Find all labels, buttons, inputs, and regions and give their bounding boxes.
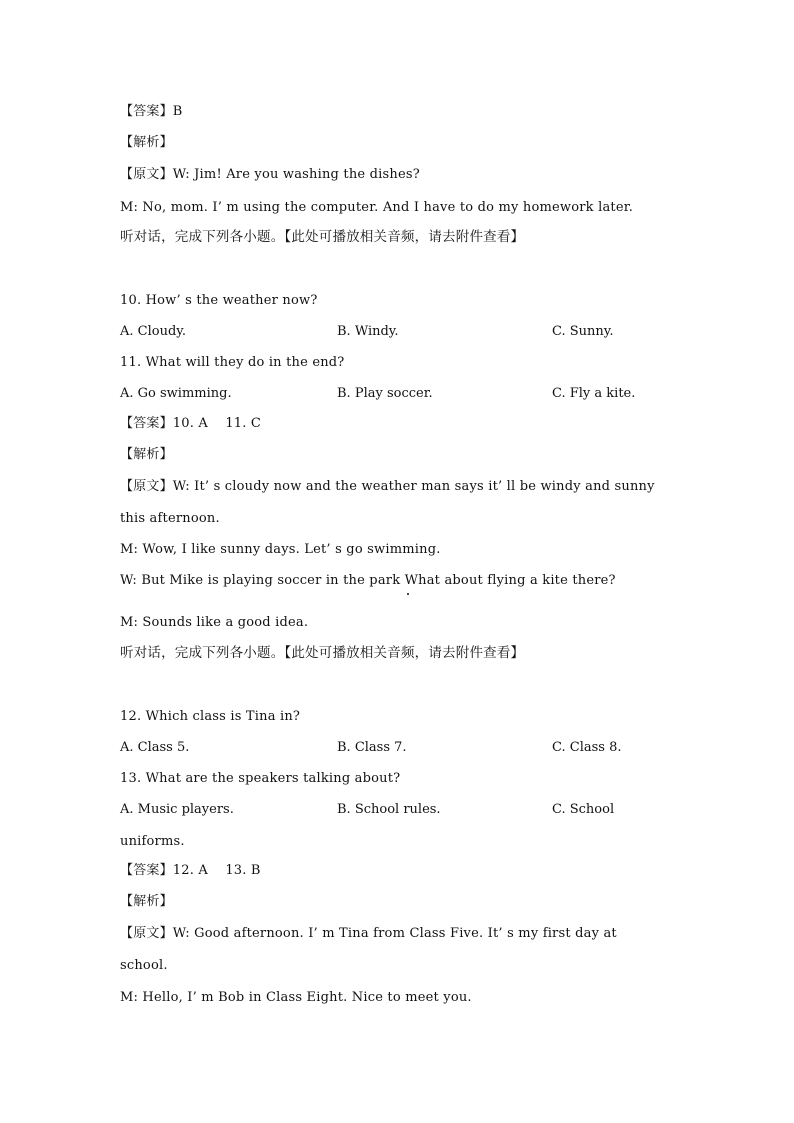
transcript-line: 【原文】W: Good afternoon. I’ m Tina from Class Five. It’ s my first day at <box>120 926 617 941</box>
transcript-line: W: But Mike is playing soccer in the park What about flying a kite there? <box>120 573 616 588</box>
option-11-c: C. Fly a kite. <box>552 386 636 401</box>
question-11: 11. What will they do in the end? <box>120 355 345 370</box>
answer-line: 【答案】10. A 11. C <box>120 416 262 431</box>
option-10-a: A. Cloudy. <box>120 324 187 339</box>
transcript-line: school. <box>120 958 168 973</box>
option-13-a: A. Music players. <box>120 802 234 817</box>
option-12-a: A. Class 5. <box>120 740 190 755</box>
answer-line: 【答案】B <box>120 104 183 119</box>
stray-dot <box>407 593 409 595</box>
transcript-line: M: Sounds like a good idea. <box>120 615 309 630</box>
option-13-c: C. School <box>552 802 615 817</box>
option-12-b: B. Class 7. <box>337 740 407 755</box>
transcript-line: this afternoon. <box>120 511 220 526</box>
option-10-c: C. Sunny. <box>552 324 614 339</box>
instruction-line: 听对话，完成下列各小题。【此处可播放相关音频，请去附件查看】 <box>120 229 525 245</box>
transcript-line: 【原文】W: Jim! Are you washing the dishes? <box>120 167 420 182</box>
question-12: 12. Which class is Tina in? <box>120 709 301 724</box>
analysis-heading: 【解析】 <box>120 894 173 909</box>
transcript-line: M: No, mom. I’ m using the computer. And I have to do my homework later. <box>120 200 634 215</box>
analysis-heading: 【解析】 <box>120 447 173 462</box>
option-13-b: B. School rules. <box>337 802 441 817</box>
question-10: 10. How’ s the weather now? <box>120 293 318 308</box>
transcript-line: M: Hello, I’ m Bob in Class Eight. Nice to meet you. <box>120 990 472 1005</box>
option-11-a: A. Go swimming. <box>120 386 232 401</box>
answer-line: 【答案】12. A 13. B <box>120 863 261 878</box>
transcript-line: M: Wow, I like sunny days. Let’ s go swimming. <box>120 542 441 557</box>
question-13: 13. What are the speakers talking about? <box>120 771 401 786</box>
transcript-line: 【原文】W: It’ s cloudy now and the weather man says it’ ll be windy and sunny <box>120 479 655 494</box>
option-11-b: B. Play soccer. <box>337 386 433 401</box>
option-13-c-continued: uniforms. <box>120 834 185 849</box>
option-10-b: B. Windy. <box>337 324 399 339</box>
option-12-c: C. Class 8. <box>552 740 622 755</box>
instruction-line: 听对话，完成下列各小题。【此处可播放相关音频，请去附件查看】 <box>120 645 525 661</box>
analysis-heading: 【解析】 <box>120 135 173 150</box>
